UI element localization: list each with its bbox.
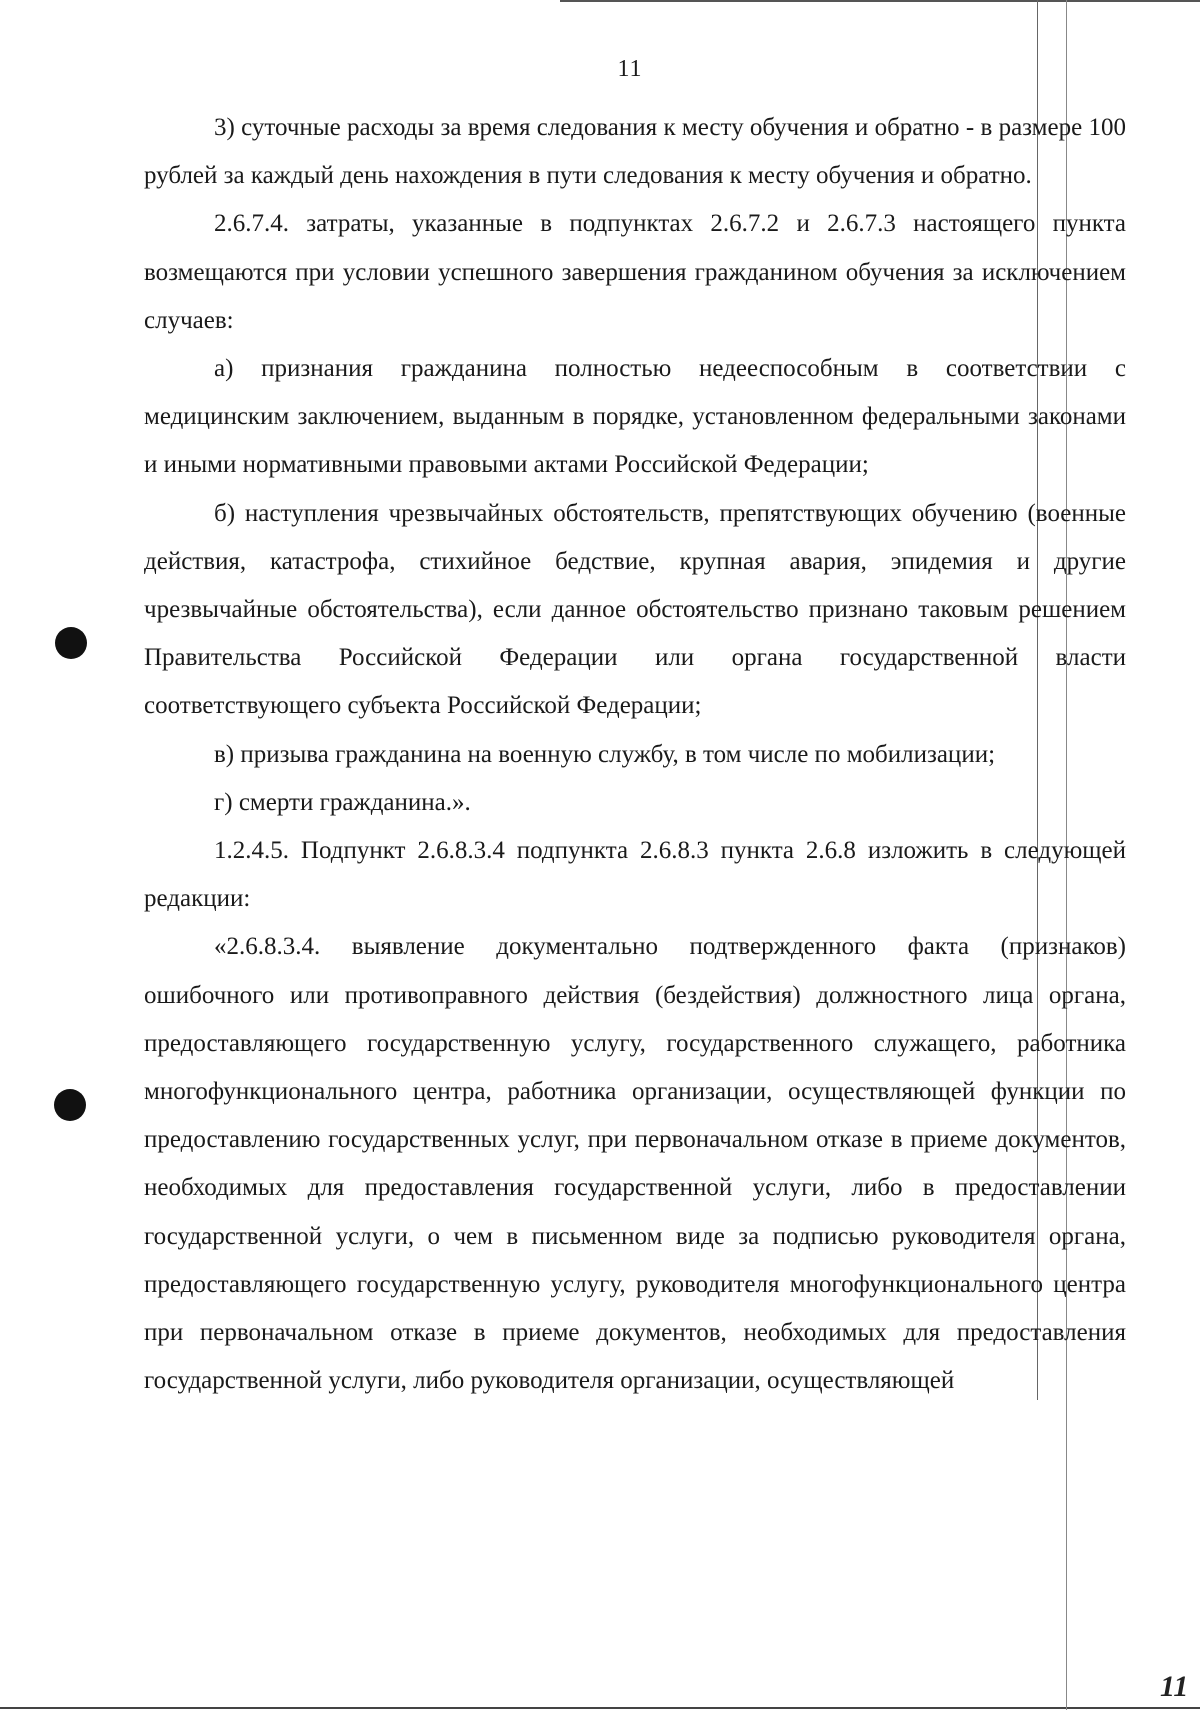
paragraph: 2.6.7.4. затраты, указанные в подпунктах 2.6.7.2 и 2.6.7.3 настоящего пункта возмещаются при условии успешного завершения гражданином обучения за исключением случаев:	[144, 210, 1126, 334]
document-body	[144, 104, 1126, 1405]
paragraph: б) наступления чрезвычайных обстоятельств, препятствующих обучению (военные действия, катастрофа, стихийное бедствие, крупная авария, эпидемия и другие чрезвычайные обстоятельства), если данное обстоятельство признано таковым решением Правительства Российской Федерации или органа государственной власти соответствующего субъекта Российской Федерации;	[144, 499, 1126, 720]
paragraph: в) призыва гражданина на военную службу, в том числе по мобилизации;	[214, 740, 996, 768]
paragraph: 1.2.4.5. Подпункт 2.6.8.3.4 подпункта 2.6.8.3 пункта 2.6.8 изложить в следующей редакции:	[144, 837, 1126, 913]
paragraph: «2.6.8.3.4. выявление документально подтвержденного факта (признаков) ошибочного или противоправного действия (бездействия) должностного лица органа, предоставляющего государственную услугу, государственного служащего, работника многофункционального центра, работника организации, осуществляющей функции по предоставлению государственных услуг, при первоначальном отказе в приеме документов, необходимых для предоставления государственной услуги, либо в предоставлении государственной услуги, о чем в письменном виде за подписью руководителя органа, предоставляющего государственную услугу, руководителя многофункционального центра при первоначальном отказе в приеме документов, необходимых для предоставления государственной услуги, либо руководителя организации, осуществляющей	[144, 933, 1126, 1395]
paragraph: г) смерти гражданина.».	[214, 788, 471, 816]
scan-edge-top	[560, 0, 1200, 2]
binder-punch-hole	[55, 627, 87, 659]
paragraph: а) признания гражданина полностью недееспособным в соответствии с медицинским заключением, выданным в порядке, установленном федеральными законами и иными нормативными правовыми актами Российской Федерации;	[144, 355, 1126, 479]
binder-punch-hole	[54, 1089, 86, 1121]
page-number: 11	[617, 56, 643, 82]
paragraph: 3) суточные расходы за время следования к месту обучения и обратно - в размере 100 рублей за каждый день нахождения в пути следования к месту обучения и обратно.	[144, 114, 1126, 190]
handwritten-page-mark: 11	[1160, 1670, 1189, 1703]
scan-edge-bottom	[0, 1707, 1200, 1709]
